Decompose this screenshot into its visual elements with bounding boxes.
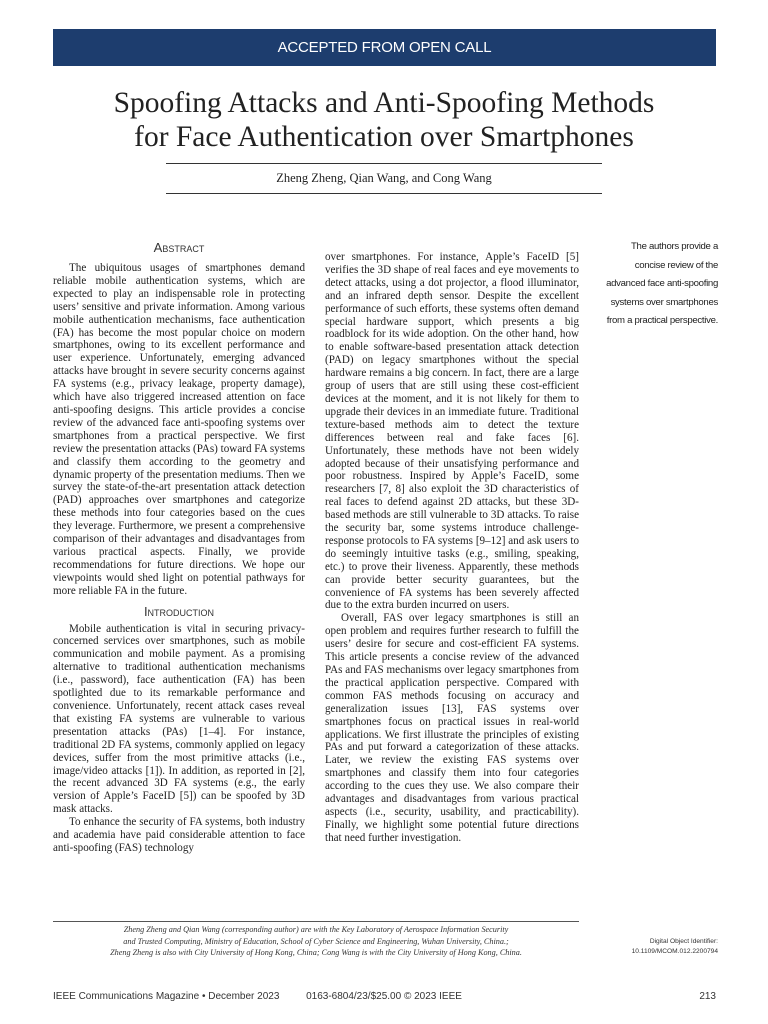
section-banner: ACCEPTED FROM OPEN CALL [53,29,716,66]
introduction-paragraph-2: To enhance the security of FA systems, both industry and academia have paid considerable attention to face anti-spoofing (FAS) technology [53,816,305,854]
title-line-2: for Face Authentication over Smartphones [134,121,634,153]
pull-quote: The authors provide a concise review of the advanced face anti-spoofing systems over smartphones from a practical perspective. [606,241,718,326]
title-line-1: Spoofing Attacks and Anti-Spoofing Methods [113,87,655,119]
introduction-heading: Introduction [143,603,215,619]
title-divider-top [166,163,602,164]
footnote-line-1: Zheng Zheng and Qian Wang (corresponding author) are with the Key Laboratory of Aerospace Information Security [123,925,509,934]
copyright-footer: 0163-6804/23/$25.00 © 2023 IEEE [306,991,462,1002]
digital-object-identifier [600,937,718,957]
doi-value: 10.1109/MCOM.012.2200794 [631,948,718,955]
article-title [40,86,728,154]
footnote-divider [53,921,579,922]
author-affiliation-footnote [53,924,579,959]
page-number: 213 [699,991,716,1002]
introduction-paragraph-2-continued: over smartphones. For instance, Apple’s FaceID [5] verifies the 3D shape of real faces and eye movements to detect attacks, using a dot projector, a flood illuminator, and an infrared depth sensor. Despite the excellent performance of such efforts, these systems often demand special hardware support, which presents a big roadblock for its wide adoption. On the other hand, how to enable software-based presentation attack detection (PAD) on legacy smartphones without the special hardware remains a big concern. In fact, there are a large group of users that are still using these cost-efficient devices at the moment, and it is not likely for them to upgrade their devices in an immediate future. Traditional texture-based methods aim to detect the texture differences between real and fake faces [6]. Unfortunately, these methods have not been widely adopted because of their unsatisfying performance and poor robustness. Inspired by Apple’s FaceID, some researchers [7, 8] also exploit the 3D characteristics of real faces to defend against 2D attacks, but these 3D-based methods are still vulnerable to 3D attacks. To raise the security bar, some systems introduce challenge-response protocols to FA systems [9–12] and ask users to do seemingly intuitive tasks (e.g., smiling, speaking, etc.) to prove their liveness. Apparently, these methods can provide better security guarantees, but the convenience of FA systems has been severely affected due to the extra burden incurred on users. [325,251,579,612]
abstract-text: The ubiquitous usages of smartphones demand reliable mobile authentication systems, which are expected to play an indispensable role in protecting users’ sensitive and private information. Among various mobile authentication mechanisms, face authentication (FA) has become the most popular choice on modern smartphones, owing to its excellent performance and user experience. Unfortunately, emerging advanced attacks have brought in severe security concerns against FA systems (e.g., privacy leakage, property damage), which have also triggered increased attention on face anti-spoofing designs. This article provides a concise review of the advanced face anti-spoofing systems over smartphones from a practical perspective. We first review the presentation attacks (PAs) toward FA systems and classify them according to the geometry and dynamic property of the presentation mediums. Then we survey the state-of-the-art presentation attack detection (PAD) approaches over smartphones and categorize these methods into four categories based on the cues they leverage. Furthermore, we present a comprehensive comparison of their advantages and disadvantages from various practical aspects. Finally, we provide recommendations for future directions. We hope our viewpoints would shed light on potential pathways for more reliable FA in the future. [53,262,305,597]
title-divider-bottom [166,193,602,194]
author-list: Zheng Zheng, Qian Wang, and Cong Wang [276,171,492,185]
middle-column [325,251,579,845]
introduction-paragraph-1: Mobile authentication is vital in securing privacy-concerned services over smartphones, such as mobile communication and mobile payment. As a promising alternative to traditional authentication mechanisms (i.e., password), face authentication (FA) has been spotlighted due to its remarkable performance and convenience. Unfortunately, recent attack cases reveal that existing FA systems are vulnerable to various presentation attacks (PAs) [1–4]. For instance, traditional 2D FA systems, commonly applied on legacy devices, suffer from the most primitive attacks (i.e., image/video attacks [1]). In addition, as reported in [2], the recent advanced 3D FA systems (e.g., the early version of Apple’s FaceID [5]) can be spoofed by 3D mask attacks. [53,622,305,816]
abstract-heading: Abstract [153,240,205,255]
footnote-line-3: Zheng Zheng is also with City University of Hong Kong, China; Cong Wang is with the City University of Hong Kong, China. [110,948,522,957]
footnote-line-2: and Trusted Computing, Ministry of Education, School of Cyber Science and Engineering, Wuhan University, China.; [123,936,509,946]
doi-label: Digital Object Identifier: [649,938,718,945]
journal-footer: IEEE Communications Magazine • December 2023 [53,991,280,1002]
left-column [53,262,305,855]
introduction-paragraph-3: Overall, FAS over legacy smartphones is still an open problem and requires further research to fulfill the users’ desire for secure and cost-efficient FA systems. This article presents a concise review of the advanced PAs and FAS mechanisms over legacy smartphones from the practical application perspective. Compared with common FAS methods focusing on accuracy and generalization issues [13], FAS systems over smartphones focus on practical issues in real-world applications. We first illustrate the principles of existing PAs and put forward a categorization of these attacks. Later, we review the existing FAS systems over smartphones and classify them into four categories according to the cues they use. We also compare their advantages and disadvantages from various practical aspects (i.e., security, usability, and practicability). Finally, we highlight some potential future directions that need further investigation. [325,612,579,844]
